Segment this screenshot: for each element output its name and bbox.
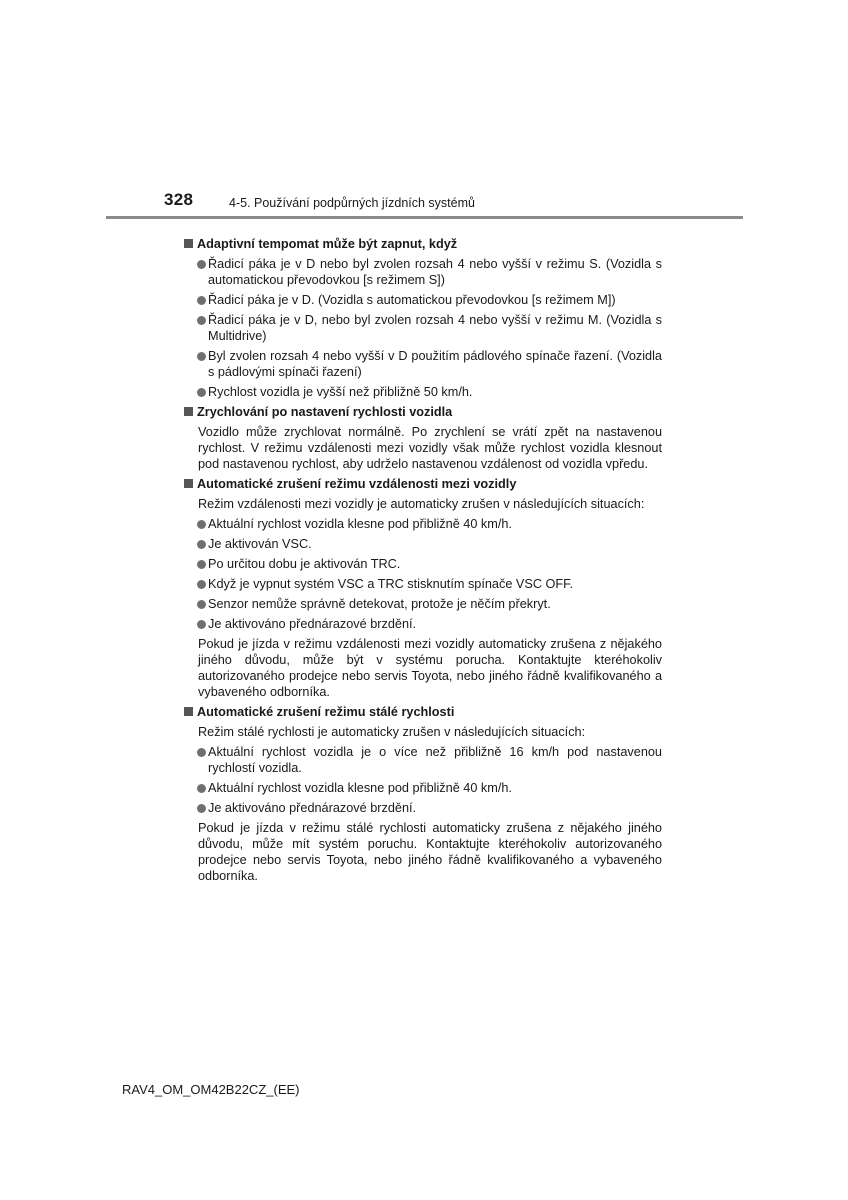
document-section [184,704,662,884]
paragraph: Vozidlo může zrychlovat normálně. Po zrychlení se vrátí zpět na nastavenou rychlost. V režimu vzdálenosti mezi vozidly však může rychlost vozidla klesnout pod nastavenou rychlost, aby udrželo nastavenou vzdálenost od vozidla vpředu. [198,425,662,471]
bullet-text: Rychlost vozidla je vyšší než přibližně 50 km/h. [208,385,473,399]
section-heading [184,404,662,420]
square-bullet-icon [184,239,193,248]
document-section [184,476,662,700]
bullet-text: Aktuální rychlost vozidla klesne pod přibližně 40 km/h. [208,517,512,531]
document-code: RAV4_OM_OM42B22CZ_(EE) [122,1082,300,1097]
section-title: 4-5. Používání podpůrných jízdních systémů [229,196,475,210]
circle-bullet-icon [197,540,206,549]
circle-bullet-icon [197,784,206,793]
bullet-text: Aktuální rychlost vozidla klesne pod přibližně 40 km/h. [208,781,512,795]
section-heading-text: Automatické zrušení režimu stálé rychlosti [197,705,455,719]
bullet-text: Senzor nemůže správně detekovat, protože je něčím překryt. [208,597,551,611]
bullet-text: Řadicí páka je v D nebo byl zvolen rozsah 4 nebo vyšší v režimu S. (Vozidla s automatickou převodovkou [s režimem S]) [208,257,662,287]
bullet-item [197,256,662,288]
circle-bullet-icon [197,260,206,269]
bullet-item [197,596,662,612]
bullet-text: Byl zvolen rozsah 4 nebo vyšší v D použitím pádlového spínače řazení. (Vozidla s pádlovými spínači řazení) [208,349,662,379]
circle-bullet-icon [197,520,206,529]
document-section [184,236,662,400]
section-heading [184,476,662,492]
square-bullet-icon [184,407,193,416]
bullet-item [197,744,662,776]
header-divider [106,216,743,219]
bullet-item [197,616,662,632]
bullet-item [197,292,662,308]
bullet-item [197,384,662,400]
circle-bullet-icon [197,388,206,397]
square-bullet-icon [184,479,193,488]
section-heading-text: Adaptivní tempomat může být zapnut, když [197,237,458,251]
bullet-item [197,348,662,380]
circle-bullet-icon [197,352,206,361]
section-heading-text: Zrychlování po nastavení rychlosti vozidla [197,405,453,419]
paragraph: Pokud je jízda v režimu vzdálenosti mezi vozidly automaticky zrušena z nějakého jiného důvodu, může být v systému porucha. Kontaktujte kteréhokoliv autorizovaného prodejce nebo servis Toyota, nebo jiného řádně kvalifikovaného a vybaveného odborníka. [198,637,662,699]
circle-bullet-icon [197,296,206,305]
paragraph: Režim stálé rychlosti je automaticky zrušen v následujících situacích: [198,725,586,739]
bullet-text: Řadicí páka je v D. (Vozidla s automatickou převodovkou [s režimem M]) [208,293,616,307]
circle-bullet-icon [197,748,206,757]
bullet-item [197,780,662,796]
circle-bullet-icon [197,560,206,569]
bullet-item [197,312,662,344]
bullet-text: Když je vypnut systém VSC a TRC stisknutím spínače VSC OFF. [208,577,573,591]
document-body [184,236,662,888]
circle-bullet-icon [197,580,206,589]
paragraph: Režim vzdálenosti mezi vozidly je automaticky zrušen v následujících situacích: [198,497,645,511]
bullet-text: Aktuální rychlost vozidla je o více než přibližně 16 km/h pod nastavenou rychlostí vozidla. [208,745,662,775]
square-bullet-icon [184,707,193,716]
document-section [184,404,662,472]
section-heading-text: Automatické zrušení režimu vzdálenosti mezi vozidly [197,477,517,491]
bullet-text: Řadicí páka je v D, nebo byl zvolen rozsah 4 nebo vyšší v režimu M. (Vozidla s Multidrive) [208,313,662,343]
bullet-item [197,576,662,592]
bullet-item [197,800,662,816]
bullet-item [197,516,662,532]
bullet-text: Po určitou dobu je aktivován TRC. [208,557,401,571]
page-number: 328 [164,190,194,209]
bullet-item [197,556,662,572]
circle-bullet-icon [197,620,206,629]
circle-bullet-icon [197,804,206,813]
bullet-text: Je aktivováno přednárazové brzdění. [208,801,417,815]
bullet-text: Je aktivováno přednárazové brzdění. [208,617,417,631]
section-heading [184,236,662,252]
section-heading [184,704,662,720]
circle-bullet-icon [197,600,206,609]
paragraph: Pokud je jízda v režimu stálé rychlosti automaticky zrušena z nějakého jiného důvodu, může mít systém poruchu. Kontaktujte kteréhokoliv autorizovaného prodejce nebo servis Toyota, nebo jiného řádně kvalifikovaného a vybaveného odborníka. [198,821,662,883]
bullet-text: Je aktivován VSC. [208,537,312,551]
bullet-item [197,536,662,552]
circle-bullet-icon [197,316,206,325]
